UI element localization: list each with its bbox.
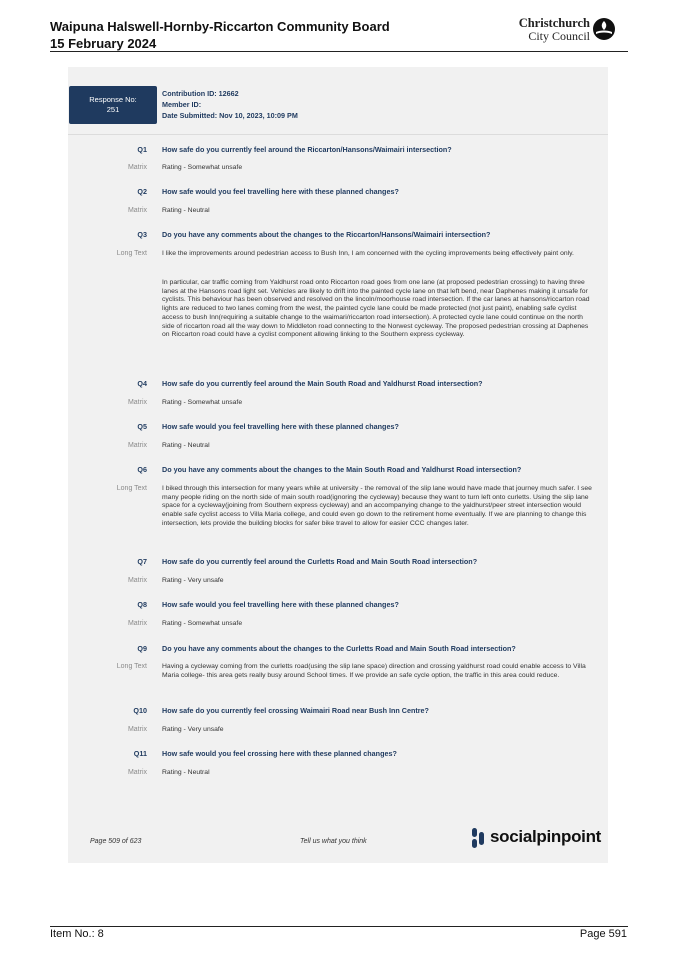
board-title: Waipuna Halswell-Hornby-Riccarton Community Board <box>50 19 390 34</box>
answer-text: Rating - Somewhat unsafe <box>162 399 243 406</box>
question-number: Q1 <box>137 145 147 154</box>
council-emblem-icon <box>592 17 616 41</box>
question-text: How safe would you feel travelling here with these planned changes? <box>162 187 399 196</box>
question-type: Matrix <box>127 620 147 627</box>
question-number: Q5 <box>137 422 147 431</box>
question-text: How safe do you currently feel crossing Waimairi Road near Bush Inn Centre? <box>162 706 429 715</box>
page-number: Page 591 <box>579 928 627 940</box>
answer-paragraph: Having a cycleway coming from the curletts road(using the slip lane space) direction and crossing yaldhurst road could enable access to Villa Maria college- this area gets really busy around School times. If we provide an safe cycle option, the traffic in this area could reduce. <box>162 663 586 679</box>
question-text: Do you have any comments about the changes to the Main South Road and Yaldhurst Road intersection? <box>162 465 522 474</box>
answer-text: Rating - Very unsafe <box>162 577 224 584</box>
date-submitted: Date Submitted: Nov 10, 2023, 10:09 PM <box>162 111 298 120</box>
question-number: Q6 <box>137 465 147 474</box>
question-number: Q4 <box>137 379 147 388</box>
inner-page-number: Page 509 of 623 <box>90 838 142 845</box>
council-logo <box>510 16 620 44</box>
question-number: Q9 <box>137 644 147 653</box>
question-number: Q11 <box>133 749 147 758</box>
question-type: Matrix <box>127 726 147 733</box>
item-number: Item No.: 8 <box>50 928 104 940</box>
question-text: Do you have any comments about the changes to the Curletts Road and Main South Road intersection? <box>162 644 516 653</box>
question-number: Q8 <box>137 600 147 609</box>
socialpinpoint-wordmark: socialpinpoint <box>490 827 602 846</box>
question-type: Long Text <box>116 485 147 492</box>
answer-paragraph: I biked through this intersection for many years while at university - the removal of the slip lane would have made that journey much safer. I see many people riding on the north side of main south road(ignoring the cycleway) because they want to turn left onto curletts. Using the slip lane space for a cycleway(joining from Southern express cycleway) and an accompanying change to the yaldhurst/peer street intersection would enable safe cyclist access to Villa Maria college, and could even go down to the retirement home eventually. If we are planning to change this intersection, lets provide the building blocks for safer bike travel to allow for easier CCC changes later. <box>162 485 592 527</box>
answer-text: Rating - Somewhat unsafe <box>162 620 243 627</box>
meeting-date: 15 February 2024 <box>50 36 157 51</box>
answer-text: Rating - Very unsafe <box>162 726 224 733</box>
question-text: How safe would you feel travelling here with these planned changes? <box>162 600 399 609</box>
answer-text: Rating - Neutral <box>162 207 210 214</box>
question-type: Long Text <box>116 663 147 670</box>
contribution-id: Contribution ID: 12662 <box>162 89 239 98</box>
question-text: How safe do you currently feel around the Curletts Road and Main South Road intersection? <box>162 557 478 566</box>
question-type: Matrix <box>127 207 147 214</box>
member-id: Member ID: <box>162 100 202 109</box>
question-text: How safe do you currently feel around the Main South Road and Yaldhurst Road intersection? <box>162 379 483 388</box>
question-type: Matrix <box>127 769 147 776</box>
answer-text: Rating - Neutral <box>162 769 210 776</box>
question-type: Matrix <box>127 164 147 171</box>
question-number: Q3 <box>137 230 147 239</box>
logo-line1: Christchurch <box>518 16 590 30</box>
answer-paragraph: I like the improvements around pedestrian access to Bush Inn, I am concerned with the cycling improvements being effectively paint only. <box>162 250 574 257</box>
footer-divider <box>50 926 628 927</box>
question-text: How safe would you feel crossing here with these planned changes? <box>162 749 397 758</box>
question-text: How safe would you feel travelling here with these planned changes? <box>162 422 399 431</box>
question-type: Matrix <box>127 442 147 449</box>
question-type: Long Text <box>116 250 147 257</box>
section-divider <box>68 134 608 135</box>
answer-paragraph: In particular, car traffic coming from Yaldhurst road onto Riccarton road goes from one lane (at proposed pedestrian crossing) to having three lanes at the Hansons road light set. Vehicles are likely to drift into the painted cycle lane on that left bend, near Daphenes making it unsafe for cyclists. This behaviour has been observed and resolved on the lincoln/moorhouse road intersection. If the car lanes at hansons/riccarton road lights are reduced to two lanes coming from the west, the painted cycle lane could be made protected (not just paint), enabling safe cyclist access to bush Inn(requiring a suitable change to the waimari/riccarton road intersection). A protected cycle lane could continue on the north side of riccarton road all the way down to Middleton road connecting to the Norwest cycleway. The proposed pedestrian crossing at Daphenes on Riccarton road could have a cyclist component allowing linking to the Southern express cycleway. <box>162 279 590 339</box>
socialpinpoint-logo <box>470 826 600 850</box>
socialpinpoint-mark-icon <box>470 828 486 848</box>
logo-line2: City Council <box>528 29 590 43</box>
question-number: Q2 <box>137 187 147 196</box>
answer-text: Rating - Neutral <box>162 442 210 449</box>
question-text: Do you have any comments about the changes to the Riccarton/Hansons/Waimairi intersection? <box>162 230 491 239</box>
question-type: Matrix <box>127 577 147 584</box>
response-number-badge <box>69 86 157 124</box>
question-number: Q10 <box>133 706 147 715</box>
response-label: Response No: <box>89 95 137 104</box>
tagline: Tell us what you think <box>300 838 367 845</box>
question-text: How safe do you currently feel around the Riccarton/Hansons/Waimairi intersection? <box>162 145 452 154</box>
question-number: Q7 <box>137 557 147 566</box>
answer-text: Rating - Somewhat unsafe <box>162 164 243 171</box>
response-number: 251 <box>106 105 120 114</box>
question-type: Matrix <box>127 399 147 406</box>
header-divider <box>50 51 628 52</box>
